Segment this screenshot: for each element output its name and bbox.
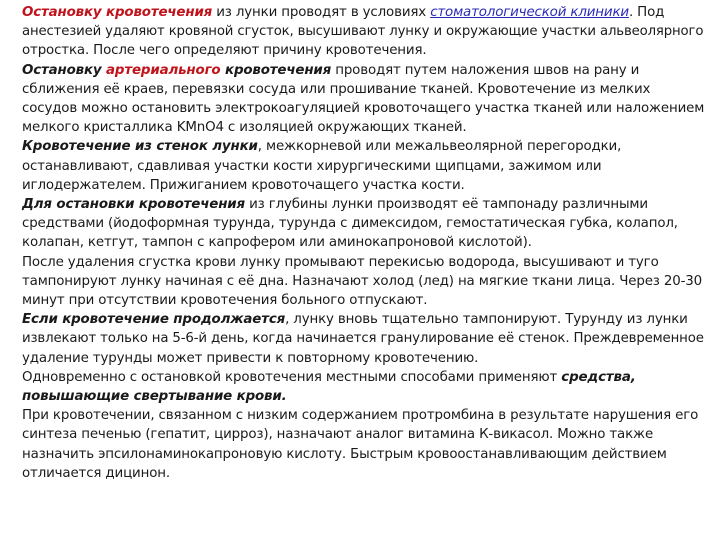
text-line xyxy=(22,61,702,80)
body-text: , межкорневой или межальвеолярной перегородки, xyxy=(257,139,622,155)
body-text: , лунку вновь тщательно тампонируют. Турунду из лунки xyxy=(285,312,688,328)
text-line: удаление турунды может привести к повторному кровотечению. xyxy=(22,350,479,366)
text-line: останавливают, сдавливая участки кости хирургическими щипцами, зажимом или xyxy=(22,158,602,174)
text-line xyxy=(22,195,702,214)
emphasis-text: Остановку xyxy=(22,62,107,78)
emphasis-text: . xyxy=(281,389,287,405)
text-line xyxy=(22,387,702,406)
emphasis-text: Кровотечение xyxy=(22,139,131,155)
text-line xyxy=(22,137,702,156)
body-text: Одновременно с остановкой кровотечения местными способами применяют xyxy=(22,369,562,385)
text-line: иглодержателем. Прижиганием кровоточащего участка кости. xyxy=(22,177,465,193)
body-text: из глубины лунки производят её тампонаду различными xyxy=(245,197,648,213)
text-line: При кровотечении, связанном с низким содержанием протромбина в результате нарушения его xyxy=(22,408,699,424)
emphasis-text: из xyxy=(134,139,152,155)
emphasis-text: Для остановки xyxy=(22,197,139,213)
body-text: проводят путем наложения швов на рану и xyxy=(331,62,640,78)
text-line xyxy=(22,3,702,22)
text-line: сосудов можно остановить электрокоагуляцией кровоточащего участка тканей или наложением xyxy=(22,101,705,117)
emphasis-text: кровотечение продолжается xyxy=(62,312,286,328)
emphasis-text: кровотечения xyxy=(225,62,332,78)
emphasis-text: стенок лунки xyxy=(156,139,258,155)
emphasis-text: артериального xyxy=(106,62,221,78)
emphasis-text: повышающие свертывание крови xyxy=(22,389,282,405)
text-line: синтеза печенью (гепатит, цирроз), назначают аналог витамина К-викасол. Можно также xyxy=(22,427,654,443)
text-line: отличается дицинон. xyxy=(22,465,170,481)
text-line xyxy=(22,310,702,329)
text-line xyxy=(22,368,702,387)
body-text: . Под xyxy=(628,5,665,20)
text-line: сближения её краев, перевязки сосуда или прошивание тканей. Кровотечение из мелких xyxy=(22,81,651,97)
text-line: средствами (йодоформная турунда, турунда с димексидом, гемостатическая губка, колапол, xyxy=(22,216,678,232)
text-line: колапан, кетгут, тампон с капрофером или аминокапроновой кислотой). xyxy=(22,235,532,251)
text-line: минут при отсутствии кровотечения больного отпускают. xyxy=(22,293,428,309)
body-text: из лунки проводят в условиях xyxy=(212,5,431,20)
text-line: тампонируют лунку начиная с её дна. Назначают холод (лед) на мягкие ткани лица. Через 20-30 xyxy=(22,273,703,289)
text-line: анестезией удаляют кровяной сгусток, высушивают лунку и окружающие участки альвеолярного xyxy=(22,24,704,40)
emphasis-text: Остановку xyxy=(22,5,107,20)
emphasis-text: кровотечения xyxy=(106,5,213,20)
emphasis-text: кровотечения xyxy=(138,197,245,213)
clinic-link[interactable]: стоматологической клиники xyxy=(430,5,629,20)
document-body xyxy=(22,3,705,483)
emphasis-text: Если xyxy=(22,312,63,328)
text-line: назначить эпсилонаминокапроновую кислоту. Быстрым кровоостанавливающим действием xyxy=(22,446,667,462)
text-line: мелкого кристаллика KMnO4 с изоляцией окружающих тканей. xyxy=(22,120,467,136)
text-line: После удаления сгустка крови лунку промывают перекисью водорода, высушивают и туго xyxy=(22,254,659,270)
text-line: отростка. После чего определяют причину кровотечения. xyxy=(22,43,427,59)
emphasis-text: средства, xyxy=(561,369,636,385)
text-line: извлекают только на 5-6-й день, когда начинается гранулирование её стенок. Преждевременное xyxy=(22,331,704,347)
